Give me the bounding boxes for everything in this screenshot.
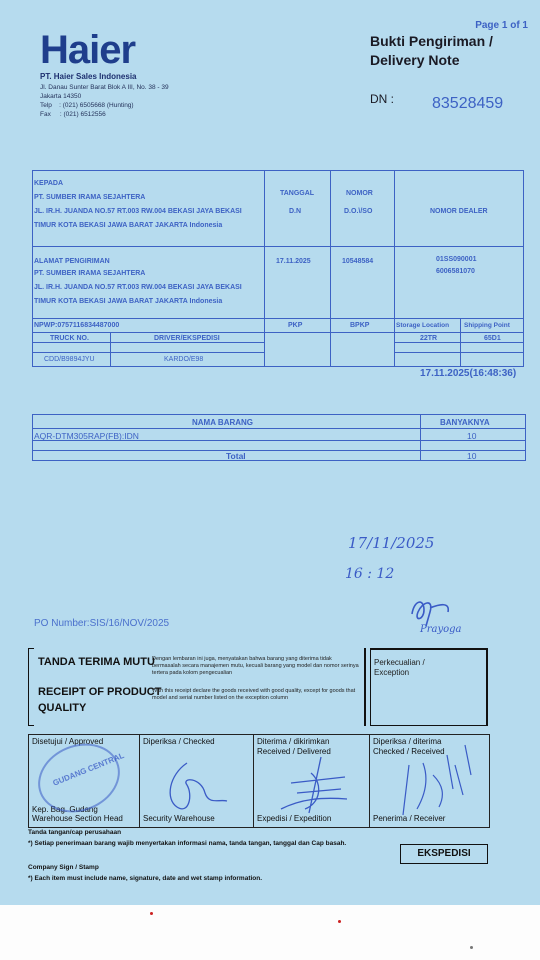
nomor-header: NOMOR bbox=[346, 190, 373, 197]
shipping-point-value: 65D1 bbox=[484, 335, 501, 342]
approved-label: Disetujui / Approved bbox=[32, 737, 104, 746]
nomor-value: 10548584 bbox=[342, 258, 374, 265]
security-label: Security Warehouse bbox=[143, 814, 215, 823]
document-title bbox=[370, 32, 493, 70]
handwritten-time: 16 : 12 bbox=[345, 566, 395, 582]
item-name: AQR-DTM305RAP(FB):IDN bbox=[34, 431, 139, 441]
stamp-text: GUDANG CENTRAL bbox=[51, 750, 126, 788]
signature-grid bbox=[28, 734, 490, 828]
kepada-address-line: JL. IR.H. JUANDA NO.57 RT.003 RW.004 BEKASI JAYA BEKASI bbox=[34, 208, 242, 215]
haier-logo: Haier bbox=[40, 28, 136, 72]
po-number: PO Number:SIS/16/NOV/2025 bbox=[34, 618, 170, 629]
total-label: Total bbox=[226, 451, 246, 461]
driver-label: DRIVER/EKSPEDISI bbox=[154, 335, 220, 342]
received-label: Diperiksa / diterima bbox=[373, 737, 442, 746]
item-qty: 10 bbox=[467, 431, 477, 441]
receipt-quality-box bbox=[28, 648, 488, 726]
document-title-line: Bukti Pengiriman / bbox=[370, 33, 493, 49]
print-timestamp: 17.11.2025(16:48:36) bbox=[420, 368, 517, 379]
alamat-address-line: TIMUR KOTA BEKASI JAWA BARAT JAKARTA Indonesia bbox=[34, 298, 223, 305]
dn-label: DN : bbox=[370, 92, 394, 106]
truck-no-value: CDD/B9894JYU bbox=[44, 356, 95, 363]
dn-number: 83528459 bbox=[432, 95, 504, 112]
expedition-signature bbox=[261, 753, 361, 821]
kepada-address-line: TIMUR KOTA BEKASI JAWA BARAT JAKARTA Indonesia bbox=[34, 222, 223, 229]
truck-no-label: TRUCK NO. bbox=[50, 335, 89, 342]
company-phone: Telp : (021) 6505668 (Hunting) bbox=[40, 102, 134, 109]
receipt-text-en: With this receipt declare the goods received with good quality, except for goods that model and serial number listed on the exception column bbox=[152, 688, 356, 701]
tanggal-value: 17.11.2025 bbox=[276, 258, 311, 265]
company-fax: Fax : (021) 6512556 bbox=[40, 111, 106, 118]
tanggal-header: TANGGAL bbox=[280, 190, 315, 197]
delivered-label: Diterima / dikirimkan bbox=[257, 737, 330, 746]
handwritten-date: 17/11/2025 bbox=[348, 534, 435, 552]
tanggal-header-sub: D.N bbox=[289, 208, 302, 215]
alamat-address-line: JL. IR.H. JUANDA NO.57 RT.003 RW.004 BEKASI JAYA BEKASI bbox=[34, 284, 242, 291]
banyaknya-header: BANYAKNYA bbox=[440, 418, 490, 427]
paper-speck bbox=[470, 946, 473, 949]
dealer-value: 6006581070 bbox=[436, 268, 475, 275]
warehouse-head-label: Kep. Bag. Gudang bbox=[32, 805, 98, 814]
kepada-label: KEPADA bbox=[34, 180, 64, 187]
paper-speck bbox=[150, 912, 153, 915]
storage-location-label: Storage Location bbox=[396, 322, 450, 329]
paper-speck bbox=[338, 920, 341, 923]
dealer-header: NOMOR DEALER bbox=[430, 208, 488, 215]
kepada-name: PT. SUMBER IRAMA SEJAHTERA bbox=[34, 194, 146, 201]
checked-label: Diperiksa / Checked bbox=[143, 737, 215, 746]
document-title-line: Delivery Note bbox=[370, 52, 460, 68]
receipt-text-id: Dengan lembaran ini juga, menyatakan bahwa barang yang diterima tidak bermasalah secara manajemen mutu, kecuali barang yang model dan nomor serinya tertera pada kolom pengecualian bbox=[152, 656, 359, 676]
page-indicator: Page 1 of 1 bbox=[475, 20, 528, 31]
handwritten-signer-name: Prayoga bbox=[420, 624, 462, 635]
warehouse-head-label-en: Warehouse Section Head bbox=[32, 814, 123, 823]
shipping-point-label: Shipping Point bbox=[464, 322, 510, 329]
footer-note-en: *) Each item must include name, signature, date and wet stamp information. bbox=[28, 875, 263, 882]
receiver-label: Penerima / Receiver bbox=[373, 814, 446, 823]
company-name: PT. Haier Sales Indonesia bbox=[40, 72, 137, 81]
company-sign-title-en: Company Sign / Stamp bbox=[28, 864, 99, 871]
receipt-title-en: RECEIPT OF PRODUCT bbox=[38, 686, 162, 698]
dealer-value: 01SS090001 bbox=[436, 256, 477, 263]
driver-value: KARDO/E98 bbox=[164, 356, 204, 363]
receipt-title-id: TANDA TERIMA MUTU bbox=[38, 656, 155, 668]
total-value: 10 bbox=[467, 451, 477, 461]
company-address-line: Jl. Danau Sunter Barat Blok A III, No. 38 - 39 bbox=[40, 84, 169, 91]
delivered-label-en: Received / Delivered bbox=[257, 747, 331, 756]
exception-label-en: Exception bbox=[374, 668, 410, 677]
receiver-signature-box bbox=[373, 735, 485, 821]
alamat-name: PT. SUMBER IRAMA SEJAHTERA bbox=[34, 270, 146, 277]
bpkp-label: BPKP bbox=[350, 322, 370, 329]
footer-note-id: *) Setiap penerimaan barang wajib menyertakan informasi nama, tanda tangan, tanggal dan Cap basah. bbox=[28, 840, 347, 847]
nomor-header-sub: D.O.\/SO bbox=[344, 208, 373, 215]
company-address-line: Jakarta 14350 bbox=[40, 93, 82, 100]
expedition-label: Expedisi / Expedition bbox=[257, 814, 332, 823]
pkp-label: PKP bbox=[288, 322, 303, 329]
receipt-title-en-2: QUALITY bbox=[38, 702, 87, 714]
storage-location-value: 22TR bbox=[420, 335, 438, 342]
received-label-en: Checked / Received bbox=[373, 747, 445, 756]
company-sign-title-id: Tanda tangan/cap perusahaan bbox=[28, 829, 122, 836]
copy-label: EKSPEDISI bbox=[400, 844, 488, 864]
npwp-number: NPWP:0757116834487000 bbox=[34, 322, 120, 329]
alamat-label: ALAMAT PENGIRIMAN bbox=[34, 258, 110, 265]
exception-label: Perkecualian / bbox=[374, 658, 425, 667]
checker-signature bbox=[147, 755, 247, 821]
nama-barang-header: NAMA BARANG bbox=[192, 418, 254, 427]
